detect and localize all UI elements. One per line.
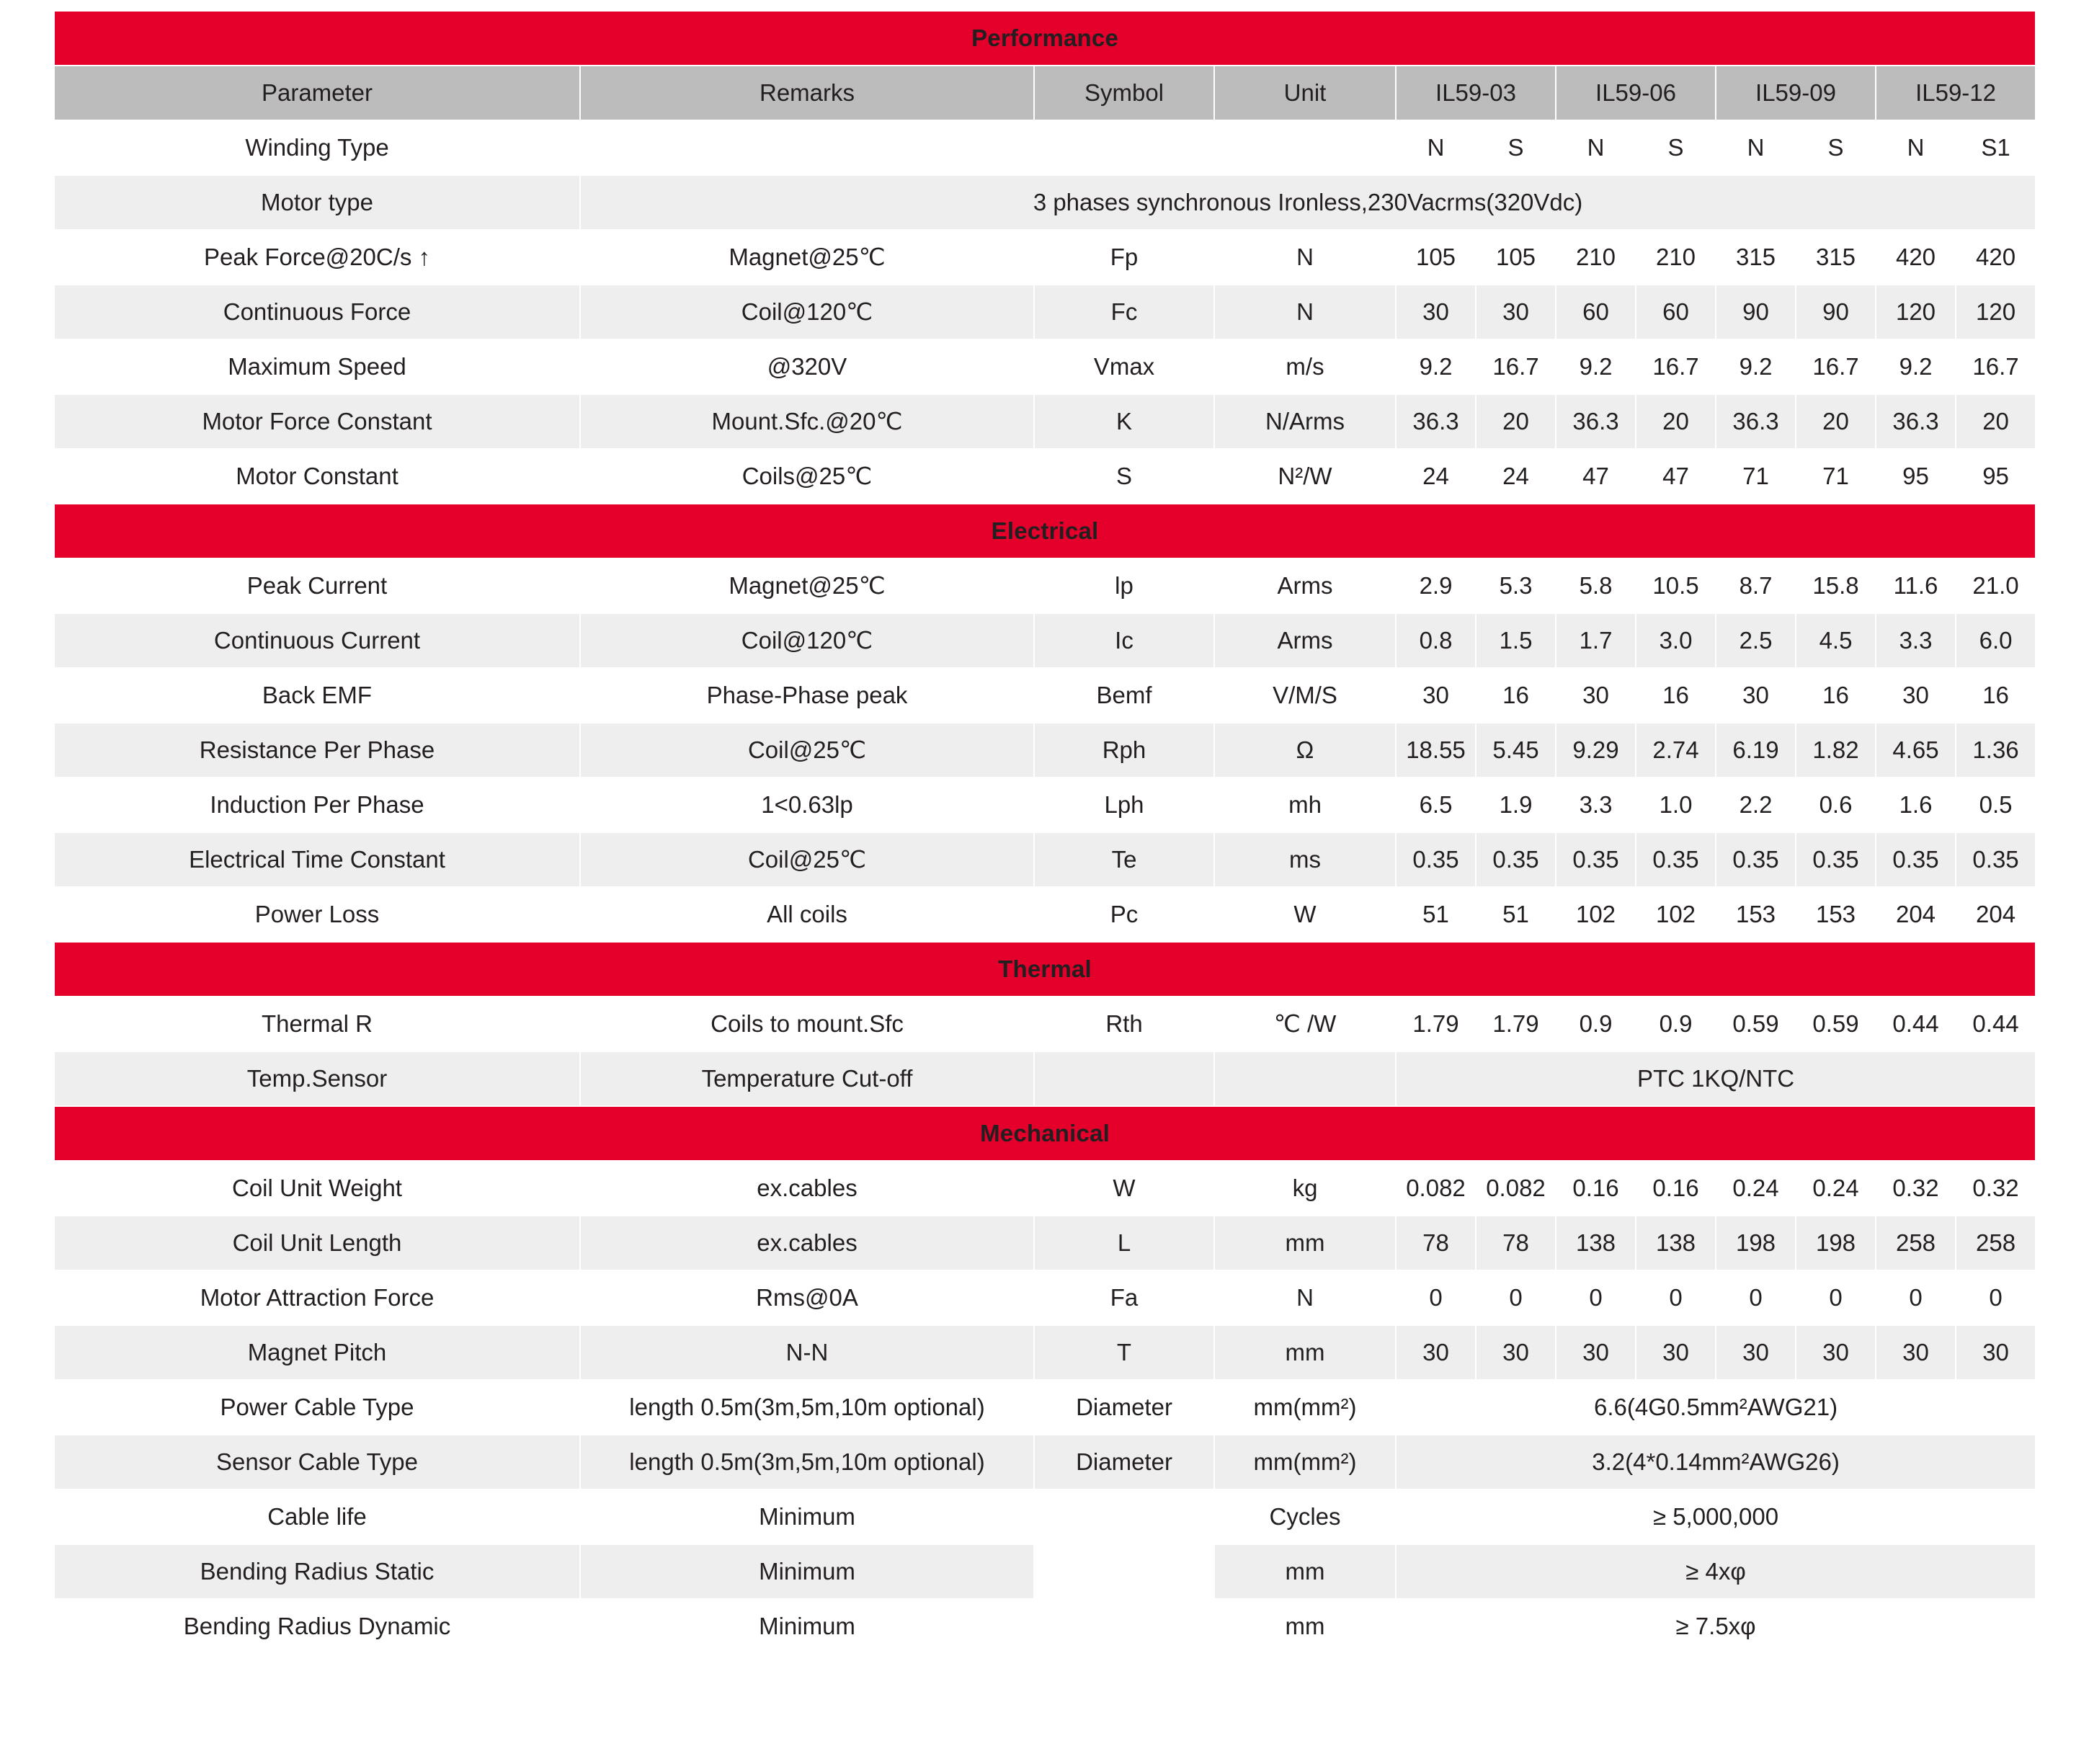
row-remarks: ex.cables <box>580 1216 1034 1270</box>
row-symbol: Rph <box>1034 723 1214 778</box>
row-unit: Ω <box>1214 723 1396 778</box>
row-value: 0.35 <box>1716 832 1796 887</box>
row-label: Temp.Sensor <box>54 1051 580 1106</box>
row-value: 30 <box>1396 668 1476 723</box>
row-remarks: Minimum <box>580 1489 1034 1544</box>
row-symbol: Rth <box>1034 997 1214 1051</box>
row-unit: N <box>1214 1270 1396 1325</box>
table-row <box>54 778 2036 832</box>
row-unit: mm <box>1214 1544 1396 1599</box>
column-header-parameter: Parameter <box>54 66 580 120</box>
row-label: Cable life <box>54 1489 580 1544</box>
row-remarks: 1<0.63lp <box>580 778 1034 832</box>
table-row <box>54 1325 2036 1380</box>
row-remarks: length 0.5m(3m,5m,10m optional) <box>580 1380 1034 1435</box>
section-header-row <box>54 504 2036 558</box>
row-symbol: Te <box>1034 832 1214 887</box>
row-remarks: Magnet@25℃ <box>580 230 1034 285</box>
row-remarks: Temperature Cut-off <box>580 1051 1034 1106</box>
row-value: 60 <box>1556 285 1636 339</box>
row-value: 1.79 <box>1396 997 1476 1051</box>
row-remarks <box>580 120 1034 175</box>
row-value: 71 <box>1716 449 1796 504</box>
row-value: 60 <box>1636 285 1716 339</box>
row-value: 0.35 <box>1556 832 1636 887</box>
row-value: 3.0 <box>1636 613 1716 668</box>
row-span-value: ≥ 5,000,000 <box>1396 1489 2036 1544</box>
section-header-row <box>54 942 2036 997</box>
row-unit: N <box>1214 285 1396 339</box>
row-value: 420 <box>1876 230 1956 285</box>
row-unit: ms <box>1214 832 1396 887</box>
row-value: 36.3 <box>1396 394 1476 449</box>
column-header-symbol: Symbol <box>1034 66 1214 120</box>
row-value: 1.9 <box>1476 778 1556 832</box>
row-value: 30 <box>1876 1325 1956 1380</box>
row-value: 30 <box>1956 1325 2036 1380</box>
row-value: 16 <box>1476 668 1556 723</box>
row-value: N <box>1716 120 1796 175</box>
row-symbol <box>1034 1489 1214 1654</box>
row-label: Peak Force@20C/s ↑ <box>54 230 580 285</box>
row-value: 1.0 <box>1636 778 1716 832</box>
table-row <box>54 668 2036 723</box>
table-row <box>54 394 2036 449</box>
row-value: 0.16 <box>1636 1161 1716 1216</box>
row-value: 20 <box>1476 394 1556 449</box>
table-row <box>54 1161 2036 1216</box>
row-value: 1.36 <box>1956 723 2036 778</box>
row-value: 0.24 <box>1716 1161 1796 1216</box>
row-remarks: Coil@25℃ <box>580 832 1034 887</box>
row-value: 30 <box>1556 1325 1636 1380</box>
section-title-electrical: Electrical <box>54 504 2036 558</box>
row-value: 95 <box>1876 449 1956 504</box>
row-remarks: Phase-Phase peak <box>580 668 1034 723</box>
table-row <box>54 1435 2036 1489</box>
row-remarks: Mount.Sfc.@20℃ <box>580 394 1034 449</box>
row-value: 0 <box>1396 1270 1476 1325</box>
row-value: 95 <box>1956 449 2036 504</box>
row-value: 24 <box>1476 449 1556 504</box>
row-value: 16.7 <box>1476 339 1556 394</box>
row-symbol: Pc <box>1034 887 1214 942</box>
row-unit: N <box>1214 230 1396 285</box>
row-value: 30 <box>1476 1325 1556 1380</box>
row-value: 16 <box>1636 668 1716 723</box>
table-row <box>54 1051 2036 1106</box>
row-symbol: L <box>1034 1216 1214 1270</box>
row-label: Power Cable Type <box>54 1380 580 1435</box>
table-row <box>54 832 2036 887</box>
table-row <box>54 285 2036 339</box>
row-value: 1.7 <box>1556 613 1636 668</box>
row-label: Continuous Force <box>54 285 580 339</box>
row-value: 11.6 <box>1876 558 1956 613</box>
row-unit: ℃ /W <box>1214 997 1396 1051</box>
column-header-model-il59-06: IL59-06 <box>1556 66 1716 120</box>
row-remarks: N-N <box>580 1325 1034 1380</box>
row-symbol: W <box>1034 1161 1214 1216</box>
row-value: 0 <box>1956 1270 2036 1325</box>
row-span-value: 6.6(4G0.5mm²AWG21) <box>1396 1380 2036 1435</box>
row-symbol <box>1034 120 1214 175</box>
row-value: 1.79 <box>1476 997 1556 1051</box>
row-value: 5.8 <box>1556 558 1636 613</box>
row-value: 36.3 <box>1876 394 1956 449</box>
row-label: Maximum Speed <box>54 339 580 394</box>
row-value: 0.6 <box>1796 778 1876 832</box>
row-value: 30 <box>1716 1325 1796 1380</box>
row-remarks: Magnet@25℃ <box>580 558 1034 613</box>
row-label: Motor Constant <box>54 449 580 504</box>
row-value: 0.8 <box>1396 613 1476 668</box>
row-value: 16 <box>1796 668 1876 723</box>
row-unit: mm(mm²) <box>1214 1435 1396 1489</box>
row-remarks: Coils to mount.Sfc <box>580 997 1034 1051</box>
row-value: 315 <box>1796 230 1876 285</box>
row-value: 51 <box>1396 887 1476 942</box>
section-title-thermal: Thermal <box>54 942 2036 997</box>
row-unit: Arms <box>1214 613 1396 668</box>
row-symbol: Ic <box>1034 613 1214 668</box>
row-value: 0.082 <box>1476 1161 1556 1216</box>
row-label: Resistance Per Phase <box>54 723 580 778</box>
row-value: 1.6 <box>1876 778 1956 832</box>
row-remarks: Coil@25℃ <box>580 723 1034 778</box>
row-symbol: Bemf <box>1034 668 1214 723</box>
row-value: 9.2 <box>1556 339 1636 394</box>
row-label: Motor Force Constant <box>54 394 580 449</box>
table-row <box>54 175 2036 230</box>
row-value: 0.9 <box>1556 997 1636 1051</box>
table-row <box>54 613 2036 668</box>
row-value: 47 <box>1636 449 1716 504</box>
row-unit: Arms <box>1214 558 1396 613</box>
row-value: 0.32 <box>1876 1161 1956 1216</box>
row-symbol: Vmax <box>1034 339 1214 394</box>
row-value: 258 <box>1876 1216 1956 1270</box>
row-value: 10.5 <box>1636 558 1716 613</box>
row-symbol: S <box>1034 449 1214 504</box>
row-value: 0.24 <box>1796 1161 1876 1216</box>
row-remarks: Coil@120℃ <box>580 613 1034 668</box>
row-value: 2.5 <box>1716 613 1796 668</box>
row-unit: mh <box>1214 778 1396 832</box>
row-symbol: Fa <box>1034 1270 1214 1325</box>
row-unit: m/s <box>1214 339 1396 394</box>
row-value: 9.2 <box>1396 339 1476 394</box>
row-value: 4.65 <box>1876 723 1956 778</box>
row-value: 0.32 <box>1956 1161 2036 1216</box>
row-label: Electrical Time Constant <box>54 832 580 887</box>
row-value: 5.45 <box>1476 723 1556 778</box>
row-label: Motor type <box>54 175 580 230</box>
row-value: 0.16 <box>1556 1161 1636 1216</box>
table-row <box>54 339 2036 394</box>
row-value: 21.0 <box>1956 558 2036 613</box>
row-unit <box>1214 120 1396 175</box>
row-value: S <box>1636 120 1716 175</box>
row-value: 0.35 <box>1796 832 1876 887</box>
specification-table <box>53 10 2036 1654</box>
row-unit: N/Arms <box>1214 394 1396 449</box>
row-value: 2.2 <box>1716 778 1796 832</box>
column-header-model-il59-12: IL59-12 <box>1876 66 2036 120</box>
table-row <box>54 1216 2036 1270</box>
row-unit: V/M/S <box>1214 668 1396 723</box>
row-value: 16.7 <box>1956 339 2036 394</box>
row-value: 2.9 <box>1396 558 1476 613</box>
row-remarks: Coil@120℃ <box>580 285 1034 339</box>
row-label: Coil Unit Length <box>54 1216 580 1270</box>
row-unit: mm <box>1214 1599 1396 1654</box>
row-span-value: PTC 1KQ/NTC <box>1396 1051 2036 1106</box>
row-value: 0 <box>1716 1270 1796 1325</box>
row-value: 30 <box>1396 1325 1476 1380</box>
row-span-value: ≥ 4xφ <box>1396 1544 2036 1599</box>
row-symbol: T <box>1034 1325 1214 1380</box>
row-value: 9.29 <box>1556 723 1636 778</box>
row-value: 30 <box>1636 1325 1716 1380</box>
row-value: 16.7 <box>1796 339 1876 394</box>
row-value: 78 <box>1476 1216 1556 1270</box>
row-value: 47 <box>1556 449 1636 504</box>
row-value: 120 <box>1956 285 2036 339</box>
row-value: 3.3 <box>1876 613 1956 668</box>
row-remarks: Coils@25℃ <box>580 449 1034 504</box>
table-row <box>54 120 2036 175</box>
row-label: Magnet Pitch <box>54 1325 580 1380</box>
row-unit: mm <box>1214 1325 1396 1380</box>
row-value: S <box>1476 120 1556 175</box>
row-value: 102 <box>1636 887 1716 942</box>
row-value: 1.82 <box>1796 723 1876 778</box>
row-value: 20 <box>1956 394 2036 449</box>
row-value: 0.35 <box>1876 832 1956 887</box>
row-remarks: Rms@0A <box>580 1270 1034 1325</box>
row-unit: W <box>1214 887 1396 942</box>
row-label: Motor Attraction Force <box>54 1270 580 1325</box>
column-header-unit: Unit <box>1214 66 1396 120</box>
row-value: 0.082 <box>1396 1161 1476 1216</box>
row-symbol: lp <box>1034 558 1214 613</box>
row-remarks: All coils <box>580 887 1034 942</box>
row-symbol: Diameter <box>1034 1435 1214 1489</box>
row-value: 0 <box>1796 1270 1876 1325</box>
row-value: 30 <box>1796 1325 1876 1380</box>
table-row <box>54 558 2036 613</box>
row-value: 0.35 <box>1476 832 1556 887</box>
row-value: 204 <box>1956 887 2036 942</box>
row-value: S1 <box>1956 120 2036 175</box>
row-value: N <box>1396 120 1476 175</box>
row-unit: N²/W <box>1214 449 1396 504</box>
table-row <box>54 997 2036 1051</box>
row-value: 90 <box>1796 285 1876 339</box>
row-value: 210 <box>1636 230 1716 285</box>
row-value: 9.2 <box>1716 339 1796 394</box>
row-remarks: length 0.5m(3m,5m,10m optional) <box>580 1435 1034 1489</box>
row-unit <box>1214 1051 1396 1106</box>
row-value: 36.3 <box>1556 394 1636 449</box>
table-row <box>54 887 2036 942</box>
column-header-row <box>54 66 2036 120</box>
row-value: 4.5 <box>1796 613 1876 668</box>
row-value: 120 <box>1876 285 1956 339</box>
row-value: 0.35 <box>1956 832 2036 887</box>
section-header-row <box>54 1106 2036 1161</box>
row-value: S <box>1796 120 1876 175</box>
row-value: 20 <box>1796 394 1876 449</box>
row-value: 153 <box>1716 887 1796 942</box>
table-row <box>54 723 2036 778</box>
row-value: N <box>1556 120 1636 175</box>
row-unit: kg <box>1214 1161 1396 1216</box>
table-row <box>54 449 2036 504</box>
row-value: 0.35 <box>1636 832 1716 887</box>
row-label: Thermal R <box>54 997 580 1051</box>
row-value: 258 <box>1956 1216 2036 1270</box>
row-value: 36.3 <box>1716 394 1796 449</box>
row-value: 0 <box>1476 1270 1556 1325</box>
column-header-model-il59-09: IL59-09 <box>1716 66 1876 120</box>
row-value: 153 <box>1796 887 1876 942</box>
row-value: N <box>1876 120 1956 175</box>
row-value: 315 <box>1716 230 1796 285</box>
row-value: 210 <box>1556 230 1636 285</box>
row-value: 30 <box>1556 668 1636 723</box>
row-value: 20 <box>1636 394 1716 449</box>
row-value: 6.0 <box>1956 613 2036 668</box>
row-symbol <box>1034 1051 1214 1106</box>
row-value: 18.55 <box>1396 723 1476 778</box>
row-span-value: 3.2(4*0.14mm²AWG26) <box>1396 1435 2036 1489</box>
row-label: Peak Current <box>54 558 580 613</box>
row-label: Bending Radius Static <box>54 1544 580 1599</box>
row-value: 0.44 <box>1876 997 1956 1051</box>
row-label: Bending Radius Dynamic <box>54 1599 580 1654</box>
row-value: 8.7 <box>1716 558 1796 613</box>
row-symbol: K <box>1034 394 1214 449</box>
row-value: 105 <box>1476 230 1556 285</box>
row-value: 3.3 <box>1556 778 1636 832</box>
table-row <box>54 1489 2036 1544</box>
row-value: 0.9 <box>1636 997 1716 1051</box>
table-row <box>54 230 2036 285</box>
row-label: Continuous Current <box>54 613 580 668</box>
row-value: 0 <box>1556 1270 1636 1325</box>
row-value: 0.44 <box>1956 997 2036 1051</box>
row-value: 198 <box>1796 1216 1876 1270</box>
section-title-performance: Performance <box>54 11 2036 66</box>
row-remarks: Minimum <box>580 1599 1034 1654</box>
row-symbol: Fc <box>1034 285 1214 339</box>
row-remarks: Minimum <box>580 1544 1034 1599</box>
section-header-row <box>54 11 2036 66</box>
row-value: 0.59 <box>1716 997 1796 1051</box>
row-unit: mm(mm²) <box>1214 1380 1396 1435</box>
row-value: 71 <box>1796 449 1876 504</box>
row-value: 1.5 <box>1476 613 1556 668</box>
row-value: 30 <box>1396 285 1476 339</box>
row-unit: Cycles <box>1214 1489 1396 1544</box>
row-symbol: Fp <box>1034 230 1214 285</box>
row-label: Coil Unit Weight <box>54 1161 580 1216</box>
column-header-model-il59-03: IL59-03 <box>1396 66 1556 120</box>
row-value: 24 <box>1396 449 1476 504</box>
section-title-mechanical: Mechanical <box>54 1106 2036 1161</box>
row-value: 102 <box>1556 887 1636 942</box>
row-value: 16 <box>1956 668 2036 723</box>
row-value: 6.5 <box>1396 778 1476 832</box>
row-value: 2.74 <box>1636 723 1716 778</box>
row-value: 138 <box>1556 1216 1636 1270</box>
table-row <box>54 1380 2036 1435</box>
row-value: 9.2 <box>1876 339 1956 394</box>
row-value: 15.8 <box>1796 558 1876 613</box>
row-value: 30 <box>1716 668 1796 723</box>
row-value: 204 <box>1876 887 1956 942</box>
row-value: 5.3 <box>1476 558 1556 613</box>
row-value: 51 <box>1476 887 1556 942</box>
row-value: 105 <box>1396 230 1476 285</box>
row-value: 30 <box>1876 668 1956 723</box>
row-value: 30 <box>1476 285 1556 339</box>
row-value: 0.35 <box>1396 832 1476 887</box>
row-value: 420 <box>1956 230 2036 285</box>
row-value: 78 <box>1396 1216 1476 1270</box>
row-label: Back EMF <box>54 668 580 723</box>
row-value: 16.7 <box>1636 339 1716 394</box>
row-value: 6.19 <box>1716 723 1796 778</box>
row-value: 0.5 <box>1956 778 2036 832</box>
row-symbol: Lph <box>1034 778 1214 832</box>
column-header-remarks: Remarks <box>580 66 1034 120</box>
row-value: 0.59 <box>1796 997 1876 1051</box>
table-row <box>54 1270 2036 1325</box>
row-label: Winding Type <box>54 120 580 175</box>
row-value: 0 <box>1876 1270 1956 1325</box>
row-label: Power Loss <box>54 887 580 942</box>
row-label: Induction Per Phase <box>54 778 580 832</box>
row-remarks: @320V <box>580 339 1034 394</box>
row-remarks: ex.cables <box>580 1161 1034 1216</box>
row-value: 138 <box>1636 1216 1716 1270</box>
row-unit: mm <box>1214 1216 1396 1270</box>
row-value: 90 <box>1716 285 1796 339</box>
row-value: 198 <box>1716 1216 1796 1270</box>
row-span-text: 3 phases synchronous Ironless,230Vacrms(320Vdc) <box>580 175 2036 230</box>
row-label: Sensor Cable Type <box>54 1435 580 1489</box>
row-value: 0 <box>1636 1270 1716 1325</box>
row-span-value: ≥ 7.5xφ <box>1396 1599 2036 1654</box>
row-symbol: Diameter <box>1034 1380 1214 1435</box>
